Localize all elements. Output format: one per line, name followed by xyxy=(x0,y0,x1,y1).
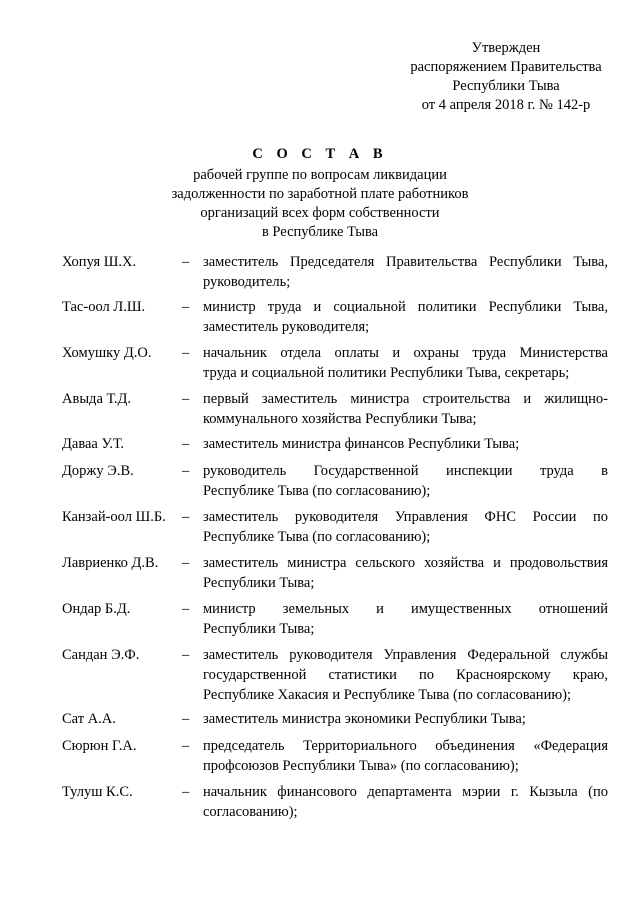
member-dash: – xyxy=(182,391,190,407)
member-row xyxy=(62,434,608,454)
member-role-line: министр труда и социальной политики Республики Тыва, xyxy=(203,299,608,315)
member-row xyxy=(62,252,608,292)
member-role-line: заместитель министра сельского хозяйства и продовольствия xyxy=(203,555,608,571)
member-role xyxy=(203,252,608,292)
member-role xyxy=(203,297,608,337)
member-row xyxy=(62,599,608,639)
member-role-line: государственной статистики по Красноярскому краю, xyxy=(203,667,608,683)
member-role-line: руководитель; xyxy=(203,274,291,290)
title-heading: С О С Т А В xyxy=(252,146,388,162)
member-role xyxy=(203,782,608,822)
member-name: Тулуш К.С. xyxy=(62,784,133,800)
member-role-line: Республики Тыва; xyxy=(203,575,315,591)
approval-line: распоряжением Правительства xyxy=(410,59,602,75)
member-role xyxy=(203,645,608,705)
member-row xyxy=(62,389,608,429)
title-line: рабочей группе по вопросам ликвидации xyxy=(193,167,447,183)
member-dash: – xyxy=(182,555,190,571)
member-row xyxy=(62,461,608,501)
member-dash: – xyxy=(182,601,190,617)
document-title xyxy=(150,145,490,242)
member-dash: – xyxy=(182,299,190,315)
member-row xyxy=(62,782,608,822)
member-name: Доржу Э.В. xyxy=(62,463,134,479)
member-role-line: Республике Хакасия и Республике Тыва (по согласованию); xyxy=(203,687,572,703)
member-role-line: Республике Тыва (по согласованию); xyxy=(203,483,431,499)
member-name: Тас-оол Л.Ш. xyxy=(62,299,146,315)
member-name: Канзай-оол Ш.Б. xyxy=(62,509,166,525)
member-role-line: Республике Тыва (по согласованию); xyxy=(203,529,431,545)
member-dash: – xyxy=(182,647,190,663)
member-role-line: профсоюзов Республики Тыва» (по согласованию); xyxy=(203,758,519,774)
member-role-line: заместитель Председателя Правительства Республики Тыва, xyxy=(203,254,608,270)
member-role-line: труда и социальной политики Республики Тыва, секретарь; xyxy=(203,365,570,381)
member-role xyxy=(203,389,608,429)
member-role-line: заместитель министра финансов Республики Тыва; xyxy=(203,436,520,452)
member-role-line: заместитель руководителя; xyxy=(203,319,370,335)
member-role-line: заместитель руководителя Управления Федеральной службы xyxy=(203,647,608,663)
member-name: Даваа У.Т. xyxy=(62,436,125,452)
approval-stamp xyxy=(396,39,616,115)
member-dash: – xyxy=(182,784,190,800)
member-name: Хомушку Д.О. xyxy=(62,345,152,361)
member-role-line: председатель Территориального объединения «Федерация xyxy=(203,738,608,754)
member-name: Лавриенко Д.В. xyxy=(62,555,159,571)
member-role-line: заместитель руководителя Управления ФНС России по xyxy=(203,509,608,525)
member-dash: – xyxy=(182,345,190,361)
approval-line: Республики Тыва xyxy=(452,78,560,94)
member-role xyxy=(203,553,608,593)
member-role-line: согласованию); xyxy=(203,804,298,820)
member-role xyxy=(203,736,608,776)
member-role xyxy=(203,461,608,501)
member-row xyxy=(62,736,608,776)
member-role-line: заместитель министра экономики Республики Тыва; xyxy=(203,711,526,727)
member-role xyxy=(203,343,608,383)
title-line: задолженности по заработной плате работников xyxy=(171,186,469,202)
member-role-line: первый заместитель министра строительства и жилищно- xyxy=(203,391,608,407)
member-role-line: начальник отдела оплаты и охраны труда Министерства xyxy=(203,345,608,361)
member-dash: – xyxy=(182,509,190,525)
member-name: Сюрюн Г.А. xyxy=(62,738,137,754)
member-name: Хопуя Ш.Х. xyxy=(62,254,137,270)
title-line: организаций всех форм собственности xyxy=(200,205,440,221)
member-dash: – xyxy=(182,463,190,479)
member-row xyxy=(62,297,608,337)
member-dash: – xyxy=(182,254,190,270)
approval-line: от 4 апреля 2018 г. № 142-р xyxy=(421,97,591,113)
member-dash: – xyxy=(182,436,190,452)
member-role xyxy=(203,599,608,639)
title-line: в Республике Тыва xyxy=(261,224,379,240)
member-name: Сандан Э.Ф. xyxy=(62,647,140,663)
member-role-line: министр земельных и имущественных отношений xyxy=(203,601,608,617)
member-role-line: Республики Тыва; xyxy=(203,621,315,637)
member-row xyxy=(62,507,608,547)
member-row xyxy=(62,709,608,729)
member-dash: – xyxy=(182,711,190,727)
member-role xyxy=(203,507,608,547)
member-role-line: руководитель Государственной инспекции труда в xyxy=(203,463,608,479)
member-row xyxy=(62,645,608,705)
member-row xyxy=(62,553,608,593)
approval-line: Утвержден xyxy=(471,40,541,56)
member-row xyxy=(62,343,608,383)
member-role-line: коммунального хозяйства Республики Тыва; xyxy=(203,411,477,427)
member-name: Сат А.А. xyxy=(62,711,116,727)
member-name: Ондар Б.Д. xyxy=(62,601,131,617)
member-dash: – xyxy=(182,738,190,754)
member-role xyxy=(203,709,608,729)
member-role xyxy=(203,434,608,454)
member-role-line: начальник финансового департамента мэрии г. Кызыла (по xyxy=(203,784,608,800)
member-name: Авыда Т.Д. xyxy=(62,391,132,407)
